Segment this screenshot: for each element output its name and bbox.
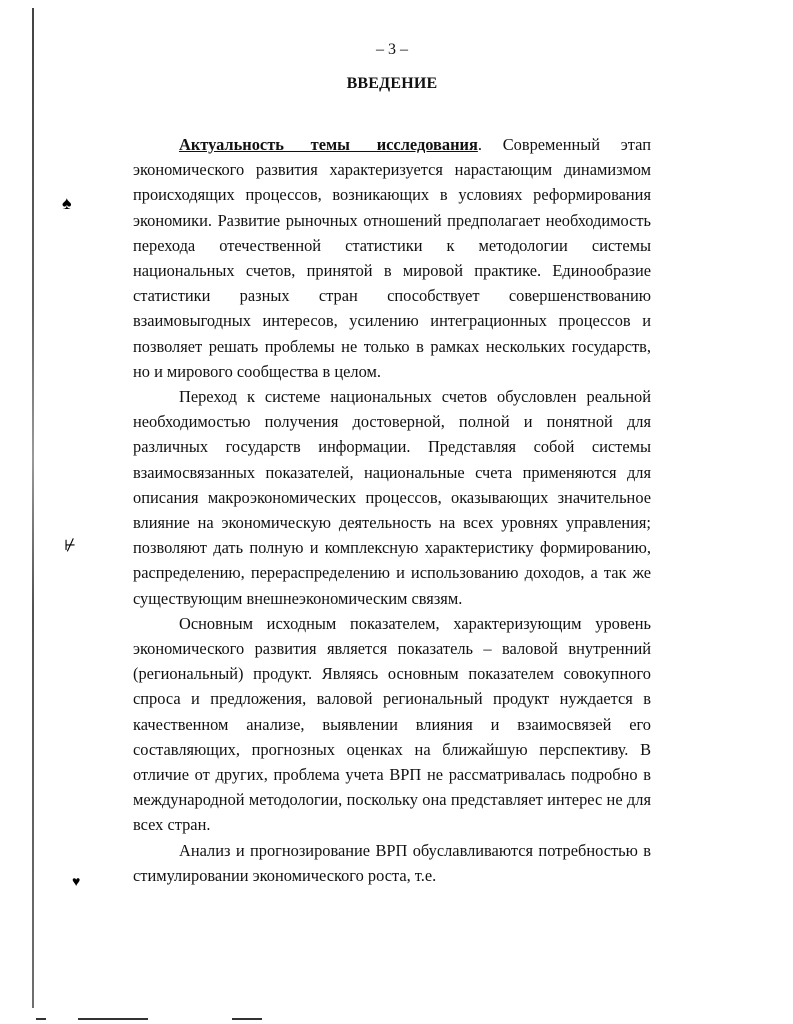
paragraph-text-relevance: . Современный этап экономического развития характеризуется нарастающим динамизмом происходящих процессов, возникающих в условиях реформирования экономики. Развитие рыночных отношений предполагает необходимость перехода отечественной статистики к методологии системы национальных счетов, принятой в мировой практике. Единообразие статистики разных стран способствует совершенствованию взаимовыгодных интересов, усилению интеграционных процессов и позволяет решать проблемы не только в рамках нескольких государств, но и мирового сообщества в целом. (133, 135, 651, 381)
paragraph-grp-indicator: Основным исходным показателем, характеризующим уровень экономического развития является показатель – валовой внутренний (региональный) продукт. Являясь основным показателем совокупного спроса и предложения, валовой региональный продукт нуждается в качественном анализе, выявлении влияния и взаимосвязей его составляющих, прогнозных оценках на ближайшую перспективу. В отличие от других, проблема учета ВРП не рассматривалась подробно в международной методологии, поскольку она представляет интерес не для всех стран. (133, 613, 651, 835)
paragraph-lead-relevance: Актуальность темы исследования (179, 135, 478, 154)
paragraph-grp-analysis: Анализ и прогнозирование ВРП обуславливаются потребностью в стимулировании экономического роста, т.е. (133, 840, 651, 885)
margin-mark-1: ♠ (62, 193, 72, 213)
page-number: – 3 – (376, 41, 408, 58)
document-page (133, 40, 651, 888)
paragraph-relevance (133, 132, 651, 384)
margin-mark-3: ♥ (72, 875, 81, 890)
margin-mark-2: ⊬ (64, 539, 77, 554)
scan-bottom-rule (78, 1018, 148, 1020)
scan-bottom-rule (232, 1018, 262, 1020)
paragraph-national-accounts: Переход к системе национальных счетов обусловлен реальной необходимостью получения достоверной, полной и понятной для различных государств информации. Представляя собой системы взаимосвязанных показателей, национальные счета применяются для описания макроэкономических процессов, оказывающих значительное влияние на экономическую деятельность на всех уровнях управления; позволяют дать полную и комплексную характеристику формированию, распределению, перераспределению и использованию доходов, а так же существующим внешнеэкономическим связям. (133, 387, 651, 608)
page-title: ВВЕДЕНИЕ (346, 75, 438, 92)
scan-bottom-rule (36, 1018, 46, 1020)
scan-left-edge (32, 8, 34, 1008)
